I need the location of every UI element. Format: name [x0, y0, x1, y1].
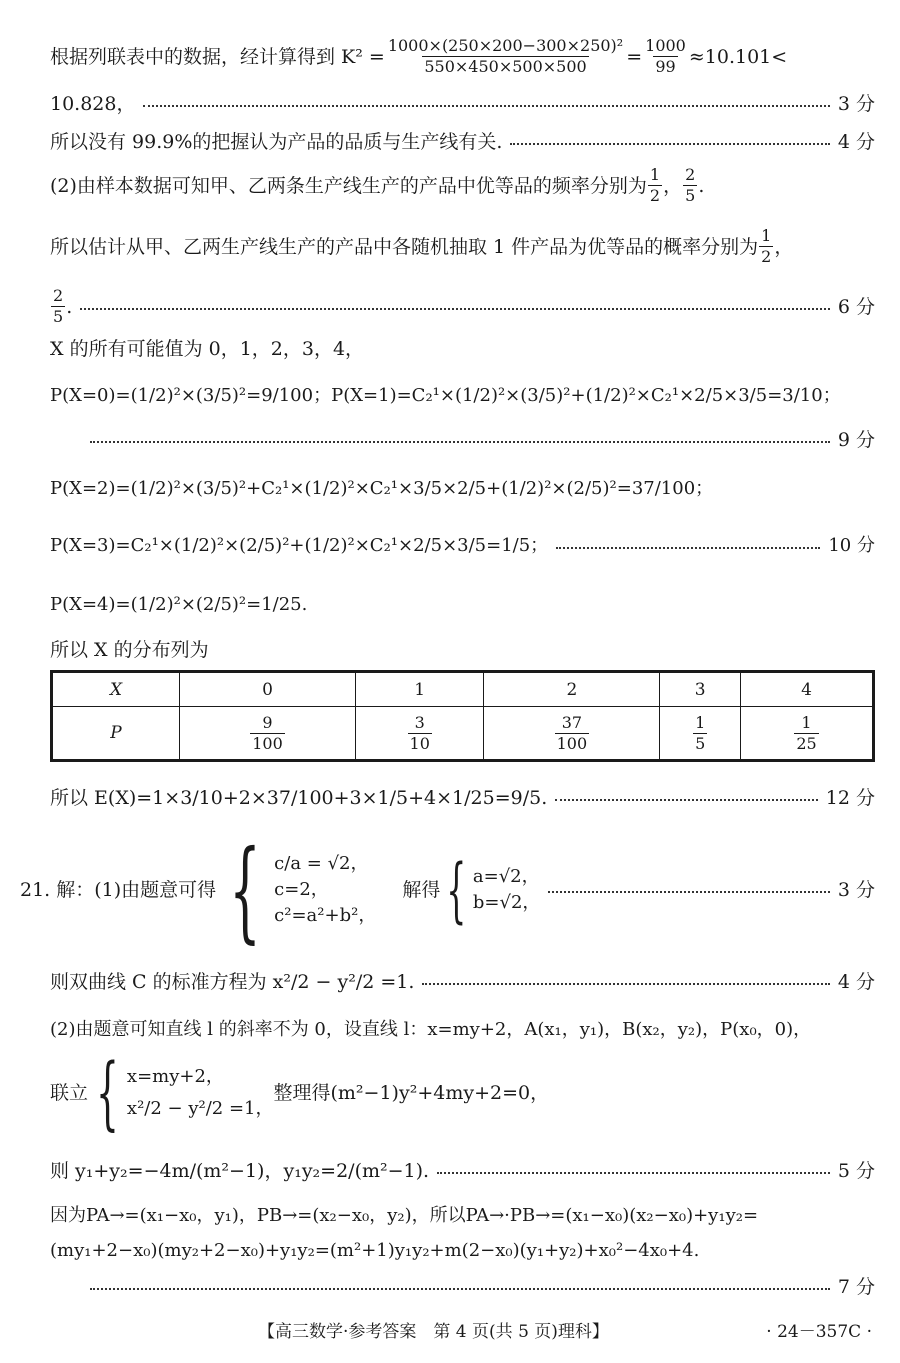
line-expectation: 所以 E(X)=1×3/10+2×37/100+3×1/5+4×1/25=9/5. 12 分	[50, 787, 875, 809]
line-score7	[90, 1275, 875, 1299]
score: 12 分	[825, 787, 875, 809]
line-q21-part1: 21. 解：(1)由题意可得 { c/a = √2， c=2， c²=a²+b²， 解得 { a=√2， b=√2， 3 分	[20, 826, 875, 954]
line-dot-product: 因为PA→=(x₁−x₀，y₁)，PB→=(x₂−x₀，y₂)，所以PA→·PB→=(x₁−x₀)(x₂−x₀)+y₁y₂=	[50, 1205, 759, 1226]
score: 3 分	[837, 879, 875, 901]
score: 9 分	[837, 429, 875, 451]
line-simultaneous: 联立 { x=my+2， x²/2 − y²/2 =1， 整理得(m²−1)y²+4my+2=0，	[50, 1045, 550, 1139]
left-brace-icon: {	[229, 826, 261, 954]
line-critical: 10.828， 3 分	[50, 93, 875, 115]
k2-result-fraction: $\frac{1000}{99}$	[645, 36, 686, 76]
line-p0-p1: P(X=0)=(1/2)²×(3/5)²=9/100；P(X=1)=C₂¹×(1/2)²×(3/5)²+(1/2)²×C₂¹×2/5×3/5=3/10；	[50, 385, 841, 406]
line-p3: P(X=3)=C₂¹×(1/2)²×(2/5)²+(1/2)²×C₂¹×2/5×3/5=1/5； 10 分	[50, 535, 875, 556]
table-row: P $\frac{9}{100}$ $\frac{3}{10}$ $\frac{37}{100}$ $\frac{1}{5}$ $\frac{1}{25}$	[52, 707, 874, 761]
line-distribution-heading: 所以 X 的分布列为	[50, 639, 209, 661]
footer-code: · 24－357C ·	[766, 1322, 872, 1342]
line-k2: 根据列联表中的数据，经计算得到 K² = $\frac{\text{1000×(250×200−300×250)²}}{550\times 450\times 500\times 500}$ = $\frac{1000}{99}$ ≈10.101<	[50, 36, 788, 76]
left-brace-icon: {	[446, 849, 467, 931]
left-brace-icon: {	[96, 1045, 119, 1139]
line-vieta: 则 y₁+y₂=−4m/(m²−1)，y₁y₂=2/(m²−1). 5 分	[50, 1160, 875, 1182]
line-p4: P(X=4)=(1/2)²×(2/5)²=1/25.	[50, 594, 308, 615]
score: 3 分	[837, 93, 875, 115]
line-probability-cont: $\frac{2}{5}$ . 6 分	[53, 286, 875, 326]
k2-fraction: $\frac{\text{1000×(250×200−300×250)²}}{550\times 450\times 500\times 500}$	[387, 36, 624, 76]
footer-center: 【高三数学·参考答案 第 4 页(共 5 页)理科】	[258, 1322, 609, 1342]
k2-text: 根据列联表中的数据，经计算得到 K² =	[50, 45, 385, 68]
score: 4 分	[837, 971, 875, 993]
score: 10 分	[828, 535, 875, 556]
line-frequency: (2)由样本数据可知甲、乙两条生产线生产的产品中优等品的频率分别为 $\frac{1}{2}$ ， $\frac{2}{5}$ .	[50, 165, 705, 205]
line-setup: (2)由题意可知直线 l 的斜率不为 0，设直线 l：x=my+2，A(x₁，y₁)，B(x₂，y₂)，P(x₀，0)，	[50, 1019, 812, 1040]
line-hyperbola: 则双曲线 C 的标准方程为 x²/2 − y²/2 =1. 4 分	[50, 971, 875, 993]
distribution-table	[50, 670, 875, 762]
score: 5 分	[837, 1160, 875, 1182]
score: 4 分	[837, 131, 875, 153]
score: 6 分	[837, 295, 875, 318]
line-dot-product-cont: (my₁+2−x₀)(my₂+2−x₀)+y₁y₂=(m²+1)y₁y₂+m(2−x₀)(y₁+y₂)+x₀²−4x₀+4.	[50, 1240, 700, 1261]
line-probability: 所以估计从甲、乙两生产线生产的产品中各随机抽取 1 件产品为优等品的概率分别为 $\frac{1}{2}$ ，	[50, 226, 794, 266]
line-p2: P(X=2)=(1/2)²×(3/5)²+C₂¹×(1/2)²×C₂¹×3/5×2/5+(1/2)²×(2/5)²=37/100；	[50, 478, 714, 499]
line-conclusion: 所以没有 99.9%的把握认为产品的品质与生产线有关. 4 分	[50, 131, 875, 153]
table-row: X 0 1 2 3 4	[52, 672, 874, 707]
score: 7 分	[837, 1276, 875, 1298]
line-score9	[90, 428, 875, 452]
line-values: X 的所有可能值为 0，1，2，3，4，	[50, 338, 365, 360]
